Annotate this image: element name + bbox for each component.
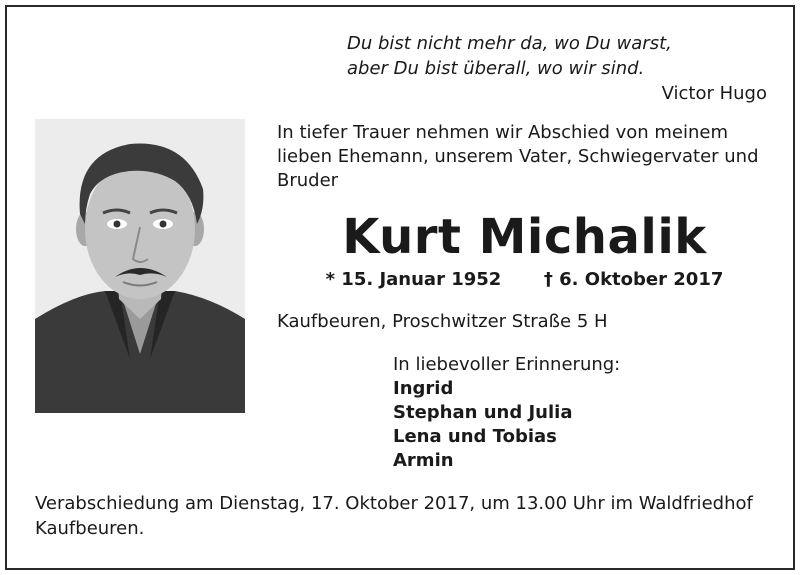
mourner-name: Stephan und Julia (393, 402, 573, 423)
quote-line-1: Du bist nicht mehr da, wo Du warst, (347, 33, 672, 54)
address: Kaufbeuren, Proschwitzer Straße 5 H (277, 311, 608, 332)
mourner-name: Lena und Tobias (393, 426, 557, 447)
death-date: † 6. Oktober 2017 (543, 269, 724, 290)
intro-text: In tiefer Trauer nehmen wir Abschied von meinem lieben Ehemann, unserem Vater, Schwiegervater und Bruder (277, 122, 759, 191)
mourners-block (393, 353, 773, 473)
birth-date: * 15. Januar 1952 (325, 269, 502, 290)
mourners-heading: In liebevoller Erinnerung: (393, 354, 621, 375)
mourner-name: Ingrid (393, 378, 454, 399)
life-dates (277, 267, 772, 293)
memorial-quote (347, 31, 767, 106)
mourner-name: Armin (393, 450, 454, 471)
quote-author: Victor Hugo (661, 83, 767, 104)
funeral-info: Verabschiedung am Dienstag, 17. Oktober 2017, um 13.00 Uhr im Waldfriedhof Kaufbeuren. (35, 493, 753, 539)
portrait-photo (35, 119, 245, 413)
quote-line-2: aber Du bist überall, wo wir sind. (347, 58, 645, 79)
deceased-name: Kurt Michalik (342, 209, 707, 265)
